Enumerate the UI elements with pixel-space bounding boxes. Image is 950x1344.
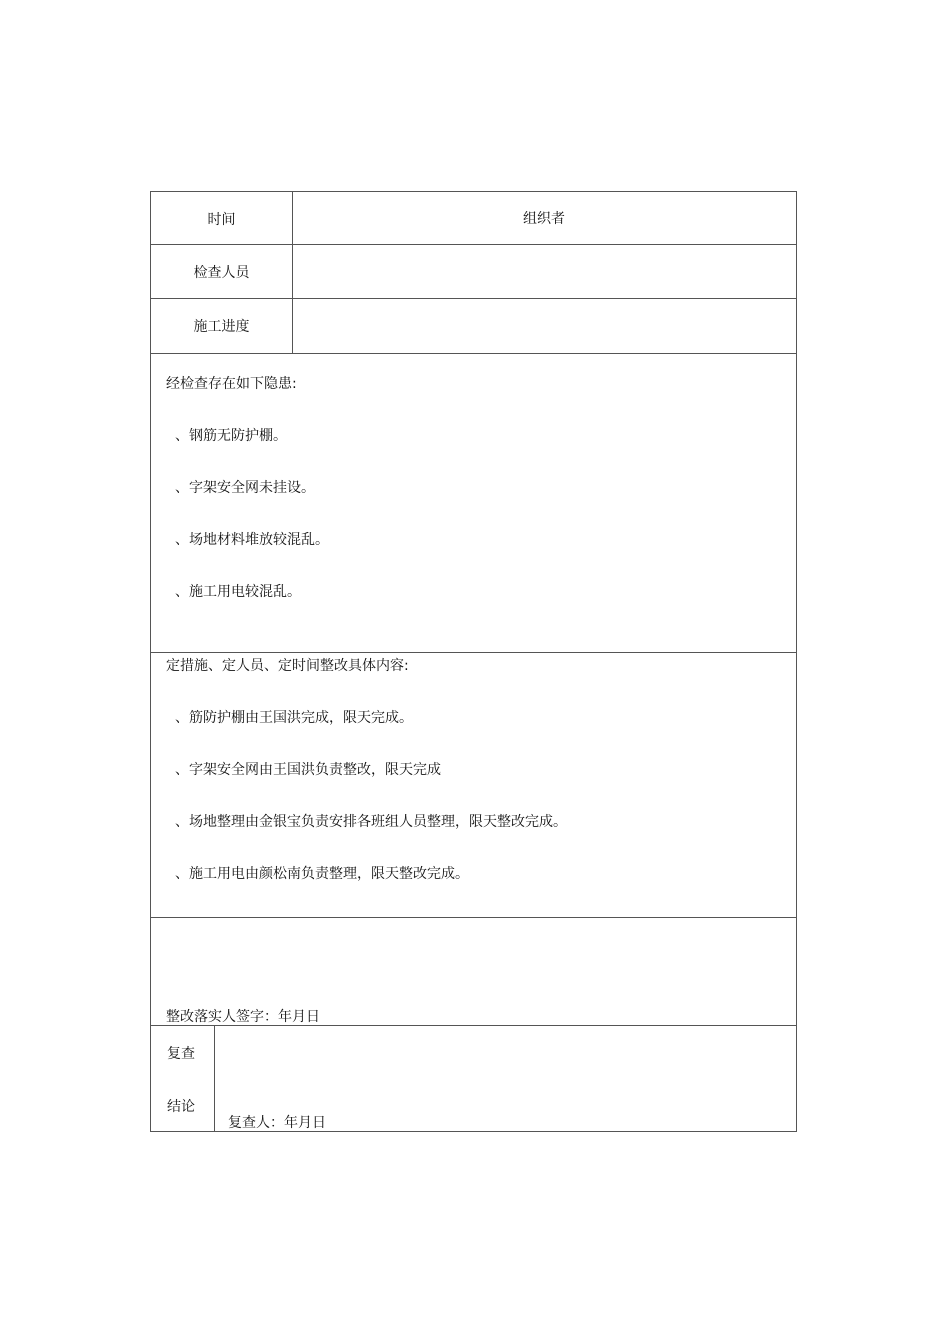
organizer-cell [292,192,796,244]
inspectors-label-cell [151,245,292,298]
organizer-label: 组织者 [523,211,565,227]
reviewer-signature-line: 复查人：年月日 [228,1115,326,1131]
progress-value-cell [292,299,796,353]
rectification-heading: 定措施、定人员、定时间整改具体内容: [166,658,409,674]
inspectors-value-cell [292,245,796,298]
signature-line: 整改落实人签字：年月日 [166,1009,320,1025]
progress-label: 施工进度 [193,318,250,335]
rectification-item: 、施工用电由颜松南负责整理，限天整改完成。 [175,866,469,882]
rectification-item: 、筋防护棚由王国洪完成，限天完成。 [175,710,413,726]
hazard-item: 、场地材料堆放较混乱。 [175,532,329,548]
hazards-heading: 经检查存在如下隐患: [166,376,297,392]
row-divider [151,652,796,653]
rectification-item: 、场地整理由金银宝负责安排各班组人员整理，限天整改完成。 [175,814,567,830]
time-label-cell [151,192,292,245]
progress-label-cell [151,299,292,352]
time-label: 时间 [207,211,236,228]
rectification-item: 、字架安全网由王国洪负责整改，限天完成 [175,762,441,778]
hazard-item: 、钢筋无防护棚。 [175,428,287,444]
review-label-line2: 结论 [167,1099,195,1115]
row-divider [151,917,796,918]
row-divider [151,353,796,354]
review-label-line1: 复查 [167,1046,195,1062]
hazard-item: 、施工用电较混乱。 [175,584,301,600]
inspection-form [150,191,797,1132]
hazard-item: 、字架安全网未挂设。 [175,480,315,496]
column-divider [214,1025,215,1131]
inspectors-label: 检查人员 [193,264,250,281]
